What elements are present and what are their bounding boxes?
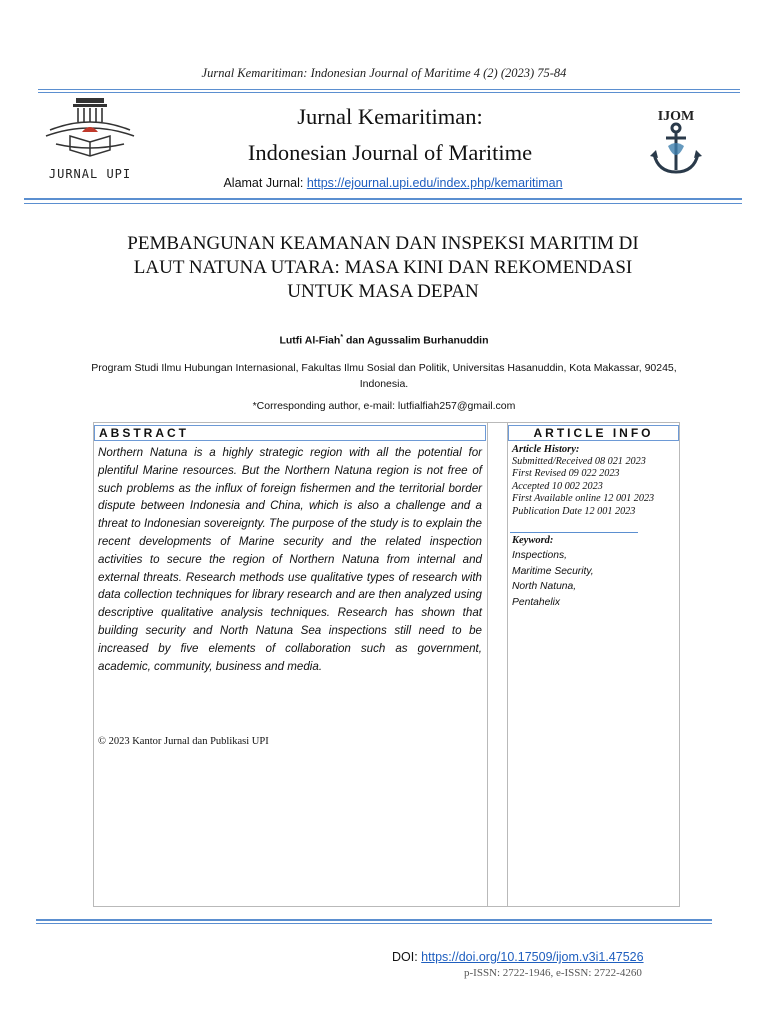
keyword-item: Inspections, (512, 550, 567, 561)
keyword-item: North Natuna, (512, 581, 577, 592)
article-info-heading: ARTICLE INFO (508, 425, 679, 441)
article-title-line: UNTUK MASA DEPAN (287, 281, 479, 302)
history-item: First Revised 09 022 2023 (512, 468, 620, 480)
keyword-item: Maritime Security, (512, 565, 594, 577)
logo-right-text: IJOM (657, 109, 695, 124)
author-name: Lutfi Al-Fiah (279, 334, 341, 347)
article-title (60, 232, 706, 304)
history-item: Publication Date 12 001 2023 (512, 505, 636, 517)
anchor-icon (646, 104, 706, 178)
keyword-item: Pentahelix (512, 596, 561, 608)
journal-title-line1: Jurnal Kemaritiman: (297, 104, 483, 129)
keyword-list (512, 548, 594, 610)
column-divider (507, 423, 508, 906)
corresponding-mark: * (340, 334, 344, 341)
journal-address-link[interactable]: https://ejournal.upi.edu/index.php/kemaritiman (306, 176, 563, 190)
history-item: Accepted 10 002 2023 (512, 480, 603, 492)
footer-rule (36, 919, 712, 921)
abstract-heading: ABSTRACT (94, 425, 486, 441)
keyword-label: Keyword: (512, 535, 554, 546)
doi-label: DOI: (392, 950, 422, 964)
article-history-label: Article History: (512, 444, 580, 455)
history-item: First Available online 12 001 2023 (512, 493, 655, 505)
history-item: Submitted/Received 08 021 2023 (512, 456, 646, 467)
journal-citation: Jurnal Kemaritiman: Indonesian Journal of Maritime 4 (2) (2023) 75-84 (201, 66, 567, 80)
journal-address-label: Alamat Jurnal: (223, 176, 307, 190)
affiliation: Program Studi Ilmu Hubungan Internasional, Fakultas Ilmu Sosial dan Politik, Universitas Hasanuddin, Kota Makassar, 90245, Indonesia. (91, 362, 677, 390)
doi-link[interactable]: https://doi.org/10.17509/ijom.v3i1.47526 (421, 950, 644, 964)
article-title-line: LAUT NATUNA UTARA: MASA KINI DAN REKOMENDASI (133, 257, 633, 278)
authors (0, 334, 768, 347)
keyword-rule (510, 532, 638, 533)
abstract-text: Northern Natuna is a highly strategic region with all the potential for plentiful Marine resources. But the Northern Natuna region is not free of such problems as the influx of foreign fishermen and the territorial border dispute between Indonesia and China, which is also a challenge and a threat to Indonesian sovereignty. The purpose of the study is to explain the recent developments of Marine security and the related inspection activities to secure the region of Northern Natuna from internal and external threats. Research methods use qualitative types of research with data collection techniques for library research and are then analyzed using descriptive qualitative analysis techniques. Research has shown that building security and North Natuna Sea inspections still need to be increased by five elements of collaboration such as government, academic, community, business and media. (98, 446, 482, 673)
footer-rule-thin (36, 923, 712, 924)
corresponding-author: *Corresponding author, e-mail: lutfialfiah257@gmail.com (252, 400, 516, 412)
doi-line (392, 950, 644, 964)
jurnal-upi-logo (36, 92, 144, 184)
journal-title-line2: Indonesian Journal of Maritime (247, 140, 533, 165)
journal-address (0, 176, 768, 190)
header-bottom-rule-thin (24, 203, 742, 204)
header-top-rule (38, 89, 740, 90)
logo-left-text: JURNAL UPI (48, 167, 132, 181)
article-history-list (512, 456, 654, 518)
copyright-notice: © 2023 Kantor Jurnal dan Publikasi UPI (98, 736, 269, 747)
upi-emblem-icon (36, 92, 144, 184)
author-name-rest: dan Agussalim Burhanuddin (343, 334, 489, 347)
article-title-line: PEMBANGUNAN KEAMANAN DAN INSPEKSI MARITIM DI (127, 233, 639, 254)
issn-line: p-ISSN: 2722-1946, e-ISSN: 2722-4260 (464, 967, 642, 979)
column-divider (487, 423, 488, 906)
header-bottom-rule (24, 198, 742, 200)
ijom-logo (646, 104, 706, 178)
